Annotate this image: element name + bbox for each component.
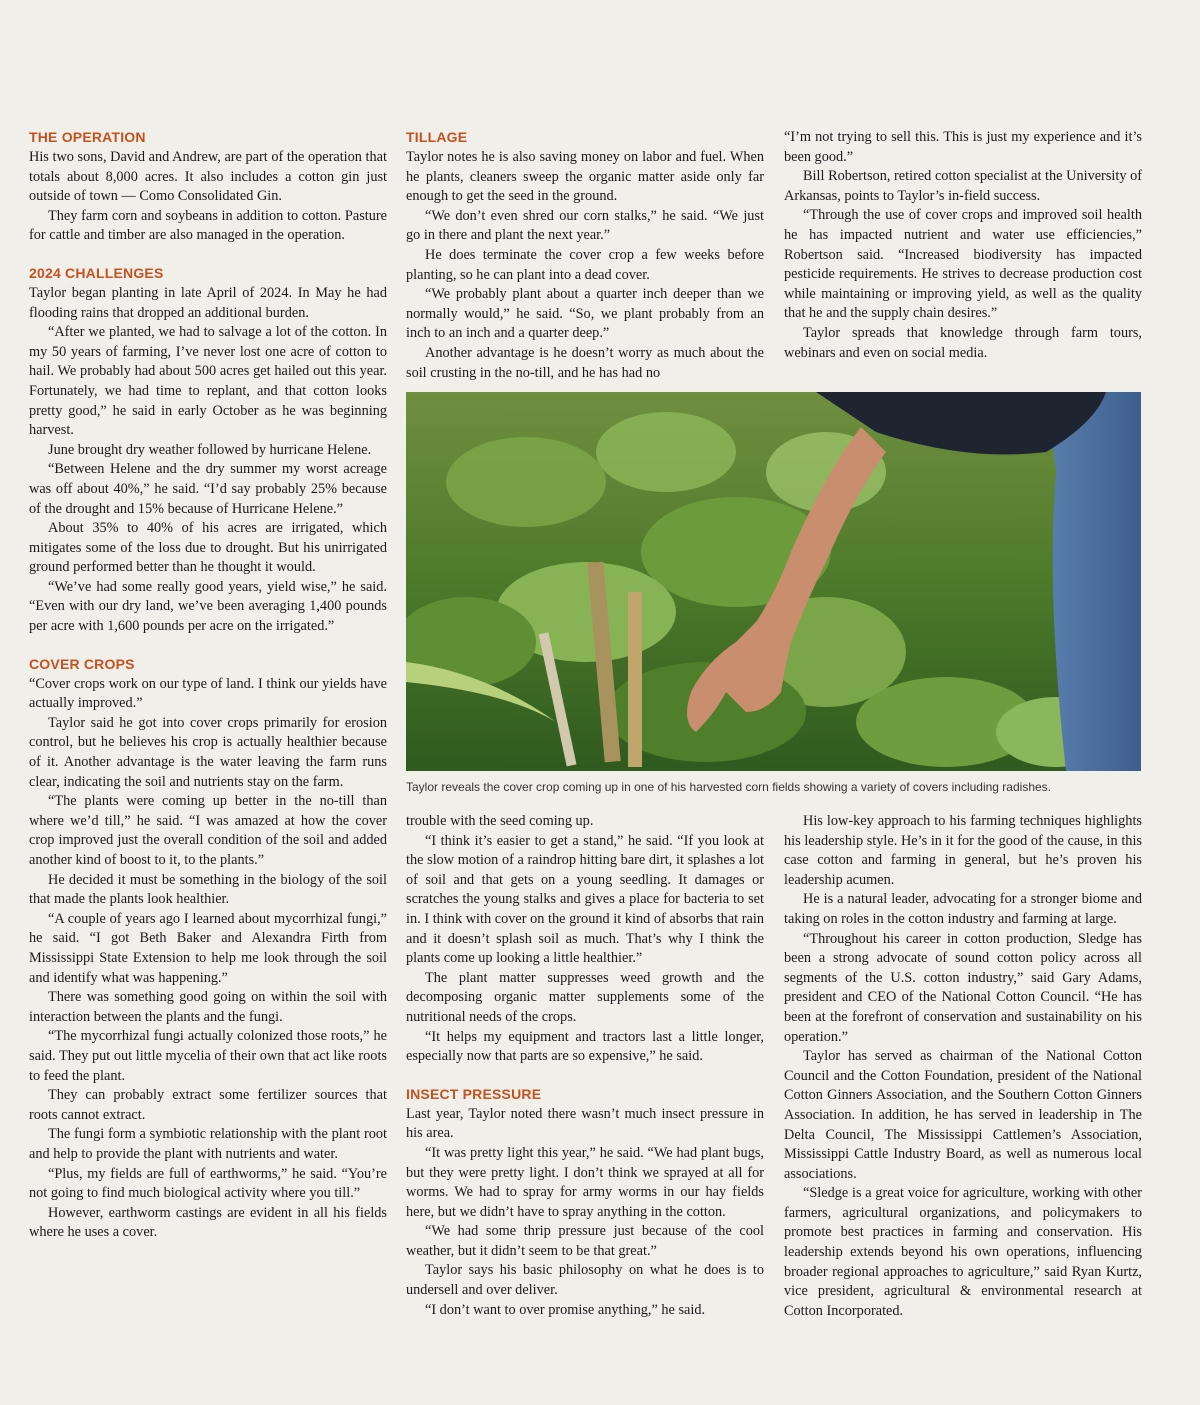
paragraph: However, earthworm castings are evident in all his fields where he uses a cover. [29, 1204, 387, 1241]
paragraph: “Between Helene and the dry summer my worst acreage was off about 40%,” he said. “I’d say probably 25% because of the drought and 15% because of Hurricane Helene.” [29, 461, 387, 517]
paragraph: About 35% to 40% of his acres are irrigated, which mitigates some of the loss due to drought. But his unirrigated ground performed better than he thought it would. [29, 520, 387, 576]
cover-crop-photo [406, 392, 1141, 771]
section-heading-cover-crops: COVER CROPS [29, 655, 135, 672]
paragraph: “I don’t want to over promise anything,” he said. [425, 1301, 706, 1318]
paragraph: “Cover crops work on our type of land. I think our yields have actually improved.” [29, 675, 387, 712]
paragraph: His low-key approach to his farming techniques highlights his leadership style. He’s in it for the good of the cause, in this case cotton and farming in general, but he’s proven his leadership acumen. [784, 813, 1142, 888]
article-column-3-bottom [784, 812, 1142, 1321]
paragraph: They can probably extract some fertilizer sources that roots cannot extract. [29, 1087, 387, 1123]
paragraph: Taylor says his basic philosophy on what he does is to undersell and over deliver. [406, 1262, 764, 1299]
paragraph: “I think it’s easier to get a stand,” he said. “If you look at the slow motion of a raindrop hitting bare dirt, it splashes a lot of soil and that gets on a young seedling. It damages or scratches the young stalks and gives a place for bacteria to set in. I think with cover on the ground it kind of absorbs that rain and it doesn’t splash soil as much. That’s why I think the plants come up looking a little healthier.” [406, 832, 764, 967]
article-column-2-bottom [406, 812, 764, 1320]
article-column-1 [29, 128, 387, 1243]
paragraph: trouble with the seed coming up. [406, 813, 594, 829]
paragraph: They farm corn and soybeans in addition to cotton. Pasture for cattle and timber are also managed in the operation. [29, 207, 387, 244]
section-heading-operation: THE OPERATION [29, 129, 146, 145]
paragraph: He does terminate the cover crop a few weeks before planting, so he can plant into a dead cover. [406, 246, 764, 283]
paragraph: The plant matter suppresses weed growth and the decomposing organic matter supplements some of the nutritional needs of the crops. [406, 969, 764, 1025]
paragraph: He decided it must be something in the biology of the soil that made the plants look healthier. [29, 871, 387, 908]
paragraph: Taylor notes he is also saving money on labor and fuel. When he plants, cleaners sweep the organic matter aside only far enough to get the seed in the ground. [406, 149, 764, 205]
paragraph: The fungi form a symbiotic relationship with the plant root and help to provide the plant with nutrients and water. [29, 1126, 387, 1162]
article-column-3-top [784, 128, 1142, 363]
section-heading-2024-challenges: 2024 CHALLENGES [29, 264, 164, 281]
paragraph: Last year, Taylor noted there wasn’t much insect pressure in his area. [406, 1105, 764, 1142]
section-heading-insect-pressure: INSECT PRESSURE [406, 1085, 542, 1102]
paragraph: “Throughout his career in cotton production, Sledge has been a strong advocate of sound cotton policy across all segments of the U.S. cotton industry,” said Gary Adams, president and CEO of the National Cotton Council. “He has been at the forefront of conservation and sustainability on his operation.” [784, 930, 1142, 1045]
paragraph: He is a natural leader, advocating for a stronger biome and taking on roles in the cotton industry and farming at large. [784, 891, 1142, 927]
paragraph: “After we planted, we had to salvage a lot of the cotton. In my 50 years of farming, I’ve never lost one acre of cotton to hail. We probably had about 500 acres get hailed out this year. Fortunately, we had time to replant, and that cotton looks pretty good,” he said in early October as he was beginning harvest. [29, 324, 387, 439]
paragraph: “The plants were coming up better in the no-till than where we’d till,” he said. “I was amazed at how the cover crop improved just the overall condition of the soil and added another kind of boost to it, to the plants.” [29, 793, 387, 868]
paragraph: “The mycorrhizal fungi actually colonized those roots,” he said. They put out little mycelia of their own that act like roots to feed the plant. [29, 1028, 387, 1084]
paragraph: “We’ve had some really good years, yield wise,” he said. “Even with our dry land, we’ve been averaging 1,400 pounds per acre with 1,600 pounds per acre on the irrigated.” [29, 578, 387, 635]
paragraph: “It was pretty light this year,” he said. “We had plant bugs, but they were pretty light. I don’t think we sprayed at all for worms. We had to spray for army worms in our hay fields here, but we didn’t have to spray anything in the cotton. [406, 1144, 764, 1220]
paragraph: Taylor spreads that knowledge through farm tours, webinars and even on social media. [784, 324, 1142, 361]
paragraph: “It helps my equipment and tractors last a little longer, especially now that parts are so expensive,” he said. [406, 1028, 764, 1065]
paragraph: “We probably plant about a quarter inch deeper than we normally would,” he said. “So, we plant probably from an inch to an inch and a quarter deep.” [406, 286, 764, 342]
paragraph: His two sons, David and Andrew, are part of the operation that totals about 8,000 acres. It also includes a cotton gin just outside of town — Como Consolidated Gin. [29, 149, 387, 205]
paragraph: There was something good going on within the soil with interaction between the plants and the fungi. [29, 989, 387, 1025]
photo-caption: Taylor reveals the cover crop coming up in one of his harvested corn fields showing a variety of covers including radishes. [406, 780, 1051, 794]
paragraph: Bill Robertson, retired cotton specialist at the University of Arkansas, points to Taylor’s in-field success. [784, 168, 1142, 204]
paragraph: Another advantage is he doesn’t worry as much about the soil crusting in the no-till, and he has had no [406, 344, 764, 381]
paragraph: “We had some thrip pressure just because of the cool weather, but it didn’t seem to be that great.” [406, 1223, 764, 1259]
paragraph: “Through the use of cover crops and improved soil health he has impacted nutrient and water use efficiencies,” Robertson said. “Increased biodiversity has impacted pesticide requirements. He strives to decrease production cost while maintaining or improving yield, as well as the quality that he and the supply chain desires.” [784, 207, 1142, 322]
section-heading-tillage: TILLAGE [406, 129, 468, 145]
paragraph: “We don’t even shred our corn stalks,” he said. “We just go in there and plant the next year.” [406, 207, 764, 244]
paragraph: June brought dry weather followed by hurricane Helene. [48, 441, 372, 458]
article-column-2-top [406, 128, 764, 383]
paragraph: “Plus, my fields are full of earthworms,” he said. “You’re not going to find much biological activity where you till.” [29, 1165, 387, 1202]
paragraph: “Sledge is a great voice for agriculture, working with other farmers, agricultural organizations, and policymakers to promote best practices in farming and conservation. His leadership extends beyond his own operations, influencing broader regional approaches to agriculture,” said Ryan Kurtz, vice president, agricultural & environmental research at Cotton Incorporated. [784, 1185, 1142, 1319]
paragraph: “I’m not trying to sell this. This is just my experience and it’s been good.” [784, 129, 1142, 165]
paragraph: “A couple of years ago I learned about mycorrhizal fungi,” he said. “I got Beth Baker and Alexandra Firth from Mississippi State Extension to help me look through the soil and identify what was happening.” [29, 910, 387, 986]
paragraph: Taylor began planting in late April of 2024. In May he had flooding rains that dropped an additional burden. [29, 284, 387, 321]
paragraph: Taylor said he got into cover crops primarily for erosion control, but he believes his crop is actually healthier because of it. Another advantage is the water leaving the farm runs clear, indicating the soil and nutrients stay on the farm. [29, 714, 387, 790]
paragraph: Taylor has served as chairman of the National Cotton Council and the Cotton Foundation, president of the National Cotton Ginners Association, and the Southern Cotton Ginners Association. In addition, he has served in leadership in The Delta Council, The Mississippi Cattlemen’s Association, Mississippi Cattle Industry Board, as well as numerous local associations. [784, 1048, 1142, 1182]
